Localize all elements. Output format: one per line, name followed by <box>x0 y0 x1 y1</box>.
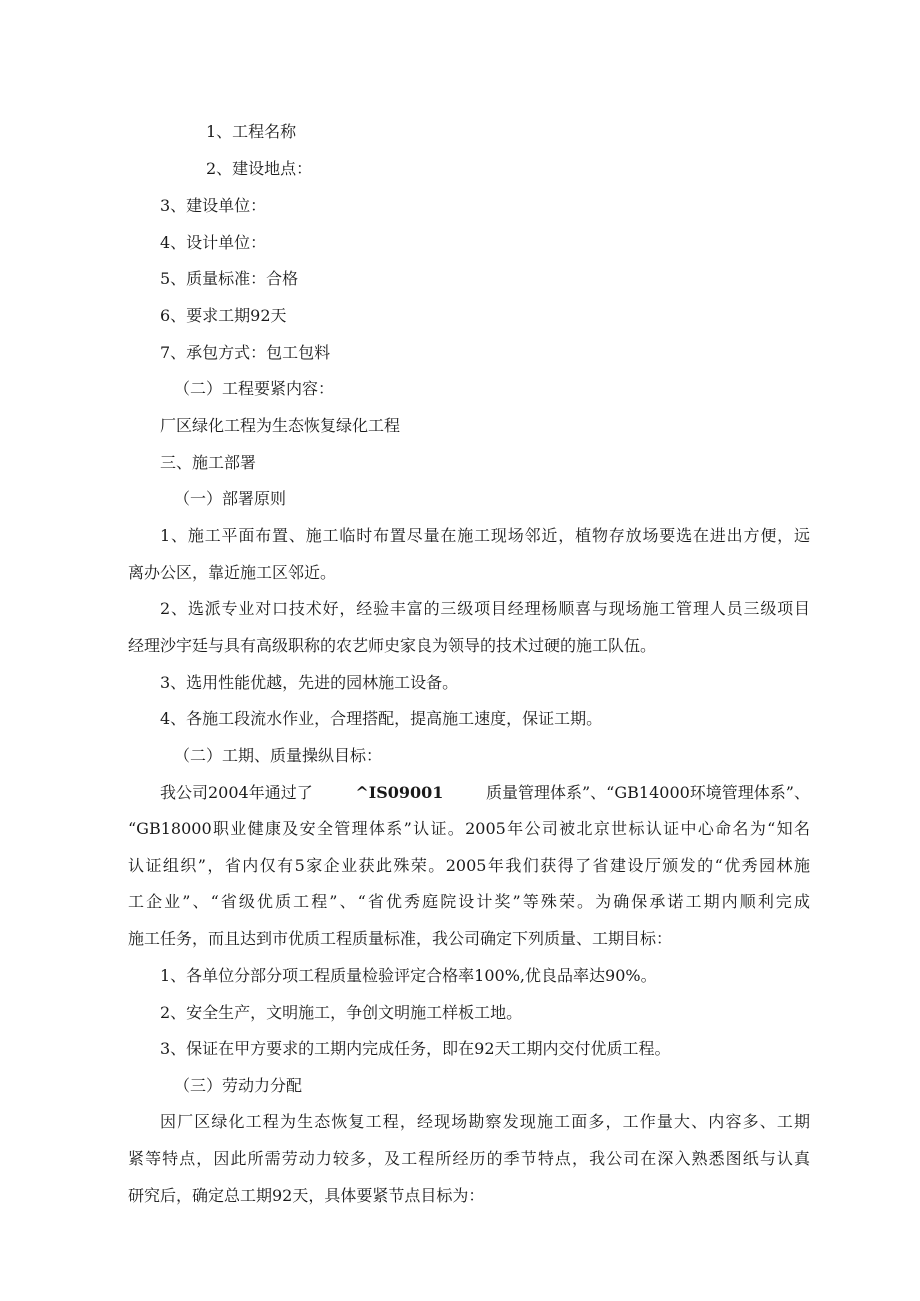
certification-line-3: 认证组织”，省内仅有5家企业获此殊荣。2005年我们获得了省建设厅颁发的“优秀园林施 <box>128 856 810 875</box>
principle-2-line-1: 2、选派专业对口技术好，经验丰富的三级项目经理杨顺喜与现场施工管理人员三级项目 <box>160 599 810 618</box>
principle-1-line-1: 1、施工平面布置、施工临时布置尽量在施工现场邻近，植物存放场要选在进出方便，远 <box>160 526 810 545</box>
chapter-3-heading: 三、施工部署 <box>160 453 257 472</box>
certification-line-4: 工企业”、“省级优质工程”、“省优秀庭院设计奖”等殊荣。为确保承诺工期内顺利完成 <box>128 892 810 911</box>
goal-2: 2、安全生产，文明施工，争创文明施工样板工地。 <box>160 1003 523 1022</box>
labor-line-3: 研究后，确定总工期92天，具体要紧节点目标为： <box>128 1186 485 1205</box>
item-construction-site: 2、建设地点： <box>206 159 313 178</box>
item-quality-standard: 5、质量标准：合格 <box>160 269 299 288</box>
section-2-body: 厂区绿化工程为生态恢复绿化工程 <box>160 416 401 435</box>
goal-1: 1、各单位分部分项工程质量检验评定合格率100%,优良品率达90%。 <box>160 966 657 985</box>
subsection-3-heading: （三）劳动力分配 <box>174 1076 303 1095</box>
item-construction-unit: 3、建设单位： <box>160 196 267 215</box>
principle-1-line-2: 离办公区，靠近施工区邻近。 <box>128 563 337 582</box>
principle-4: 4、各施工段流水作业，合理搭配，提高施工速度，保证工期。 <box>160 709 603 728</box>
certification-line-1-suffix: 质量管理体系”、“GB14000环境管理体系”、 <box>486 783 810 802</box>
item-project-name: 1、工程名称 <box>206 122 297 141</box>
principle-2-line-2: 经理沙宇廷与具有高级职称的农艺师史家良为领导的技术过硬的施工队伍。 <box>128 636 657 655</box>
certification-line-1-prefix: 我公司2004年通过了 <box>160 783 313 802</box>
principle-3: 3、选用性能优越，先进的园林施工设备。 <box>160 673 459 692</box>
labor-line-1: 因厂区绿化工程为生态恢复工程，经现场勘察发现施工面多，工作量大、内容多、工期 <box>160 1112 810 1131</box>
subsection-2-heading: （二）工期、质量操纵目标： <box>174 746 383 765</box>
certification-line-1-iso: ^IS09001 <box>355 783 444 802</box>
certification-line-1 <box>160 783 810 803</box>
item-contract-mode: 7、承包方式：包工包料 <box>160 343 331 362</box>
section-2-heading: （二）工程要紧内容： <box>174 379 335 398</box>
goal-3: 3、保证在甲方要求的工期内完成任务，即在92天工期内交付优质工程。 <box>160 1039 671 1058</box>
certification-line-2: “GB18000职业健康及安全管理体系”认证。2005年公司被北京世标认证中心命名为“知名 <box>128 819 810 838</box>
labor-line-2: 紧等特点，因此所需劳动力较多，及工程所经历的季节特点，我公司在深入熟悉图纸与认真 <box>128 1149 810 1168</box>
subsection-1-heading: （一）部署原则 <box>174 489 287 508</box>
item-design-unit: 4、设计单位： <box>160 233 267 252</box>
item-required-duration: 6、要求工期92天 <box>160 306 287 325</box>
certification-line-5: 施工任务，而且达到市优质工程质量标准，我公司确定下列质量、工期目标： <box>128 929 673 948</box>
